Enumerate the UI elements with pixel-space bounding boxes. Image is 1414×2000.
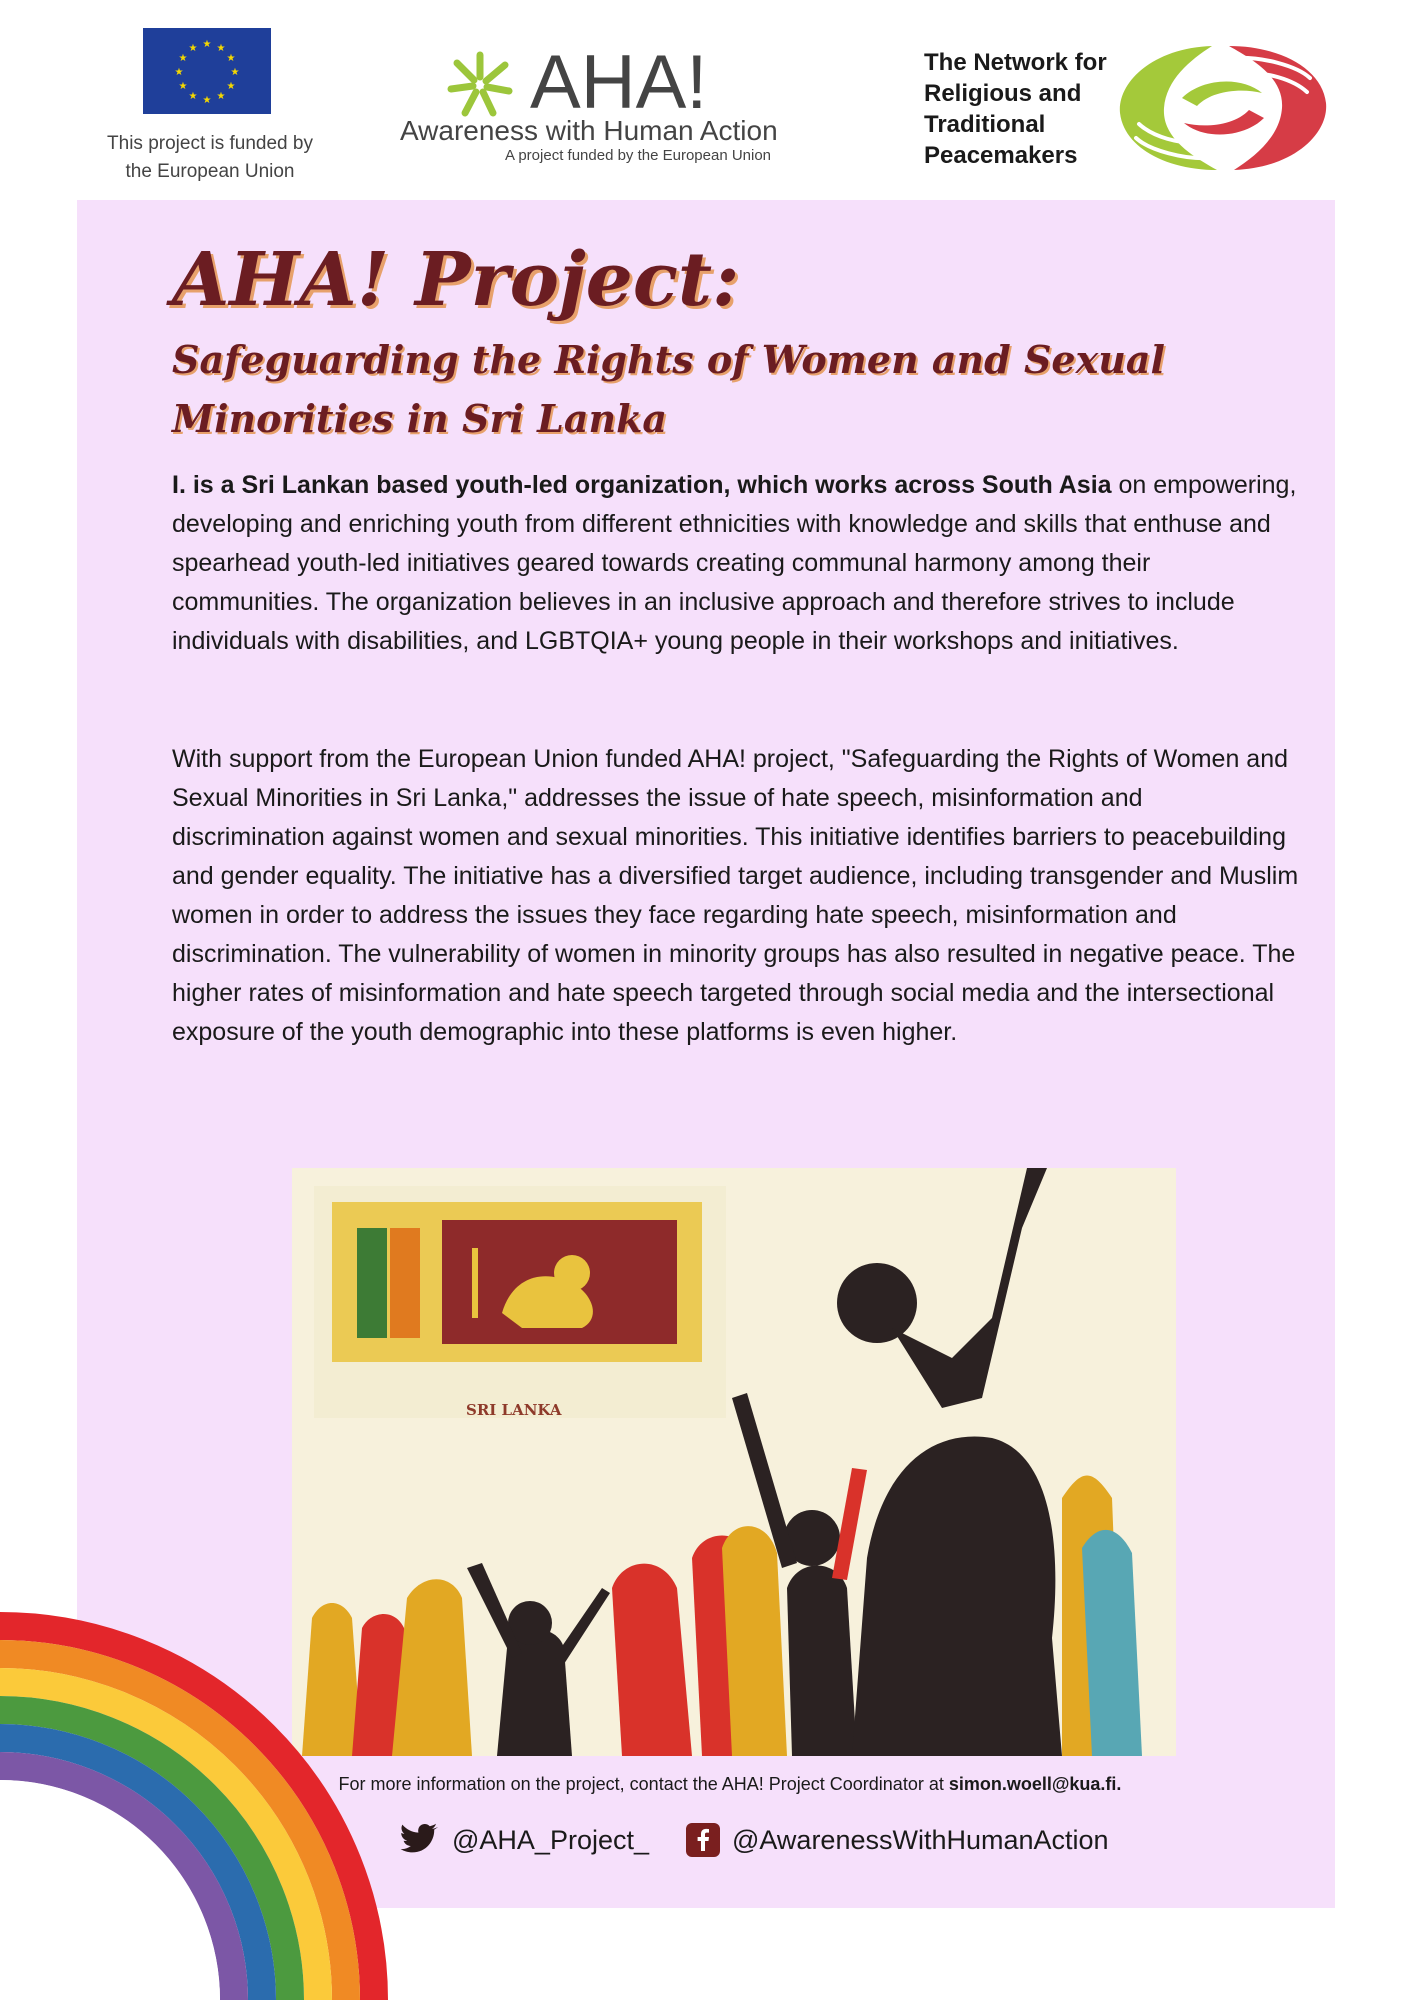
svg-text:★: ★ bbox=[188, 91, 198, 102]
svg-text:★: ★ bbox=[188, 43, 198, 54]
rainbow-decoration bbox=[0, 1575, 390, 2000]
svg-text:★: ★ bbox=[178, 53, 188, 64]
page-subtitle: Safeguarding the Rights of Women and Sexual Minorities in Sri Lanka bbox=[172, 337, 1165, 441]
facebook-link[interactable] bbox=[686, 1820, 1109, 1860]
aha-subtagline: A project funded by the European Union bbox=[505, 147, 772, 164]
svg-text:★: ★ bbox=[202, 95, 212, 106]
svg-text:★: ★ bbox=[226, 53, 236, 64]
svg-text:★: ★ bbox=[174, 67, 184, 78]
contact-text: For more information on the project, contact the AHA! Project Coordinator at bbox=[338, 1774, 949, 1794]
intro-rest: on empowering, developing and enriching youth from different ethnicities with knowledge and skills that enthuse and spearhead youth-led initiatives geared towards creating communal harmony among their communities. The organization believes in an inclusive approach and therefore strives to include individuals with disabilities, and LGBTQIA+ young people in their workshops and initiatives. bbox=[172, 471, 1297, 655]
svg-text:★: ★ bbox=[216, 91, 226, 102]
twitter-handle[interactable]: @AHA_Project_ bbox=[452, 1824, 649, 1855]
intro-bold-lead: I. is a Sri Lankan based youth-led organization, which works across South Asia bbox=[172, 471, 1112, 499]
page-title: AHA! Project: bbox=[172, 237, 740, 323]
aha-logo bbox=[400, 40, 800, 165]
aha-wordmark: AHA! bbox=[530, 40, 708, 125]
facebook-handle[interactable]: @AwarenessWithHumanAction bbox=[732, 1824, 1109, 1855]
twitter-icon bbox=[400, 1823, 440, 1857]
sri-lanka-flag bbox=[332, 1202, 702, 1362]
facebook-icon bbox=[686, 1823, 720, 1857]
header bbox=[0, 0, 1414, 200]
svg-text:★: ★ bbox=[178, 81, 188, 92]
network-name: The Network for Religious and Traditional Peacemakers bbox=[924, 49, 1107, 169]
svg-text:★: ★ bbox=[230, 67, 240, 78]
svg-text:★: ★ bbox=[216, 43, 226, 54]
intro-paragraph bbox=[172, 466, 1302, 661]
aha-tagline: Awareness with Human Action bbox=[400, 115, 778, 146]
peacemakers-hands-icon bbox=[1112, 38, 1334, 178]
eu-caption: This project is funded by the European Union bbox=[107, 133, 313, 182]
sri-lanka-crowd-illustration bbox=[292, 1168, 1176, 1756]
svg-text:★: ★ bbox=[202, 39, 212, 50]
aha-burst-icon bbox=[445, 49, 515, 119]
contact-email[interactable]: simon.woell@kua.fi. bbox=[948, 1774, 1122, 1794]
support-paragraph: With support from the European Union funded AHA! project, "Safeguarding the Rights of Women and Sexual Minorities in Sri Lanka," addresses the issue of hate speech, misinformation and discrimination against women and sexual minorities. This initiative identifies barriers to peacebuilding and gender equality. The initiative has a diversified target audience, including transgender and Muslim women in order to address the issues they face regarding hate speech, misinformation and discrimination. The vulnerability of women in minority groups has also resulted in negative peace. The higher rates of misinformation and hate speech targeted through social media and the intersectional exposure of the youth demographic into these platforms is even higher. bbox=[172, 745, 1299, 1046]
svg-text:★: ★ bbox=[226, 81, 236, 92]
eu-flag-icon bbox=[143, 28, 271, 114]
flag-label: SRI LANKA bbox=[466, 1401, 562, 1419]
twitter-link[interactable] bbox=[400, 1820, 649, 1860]
